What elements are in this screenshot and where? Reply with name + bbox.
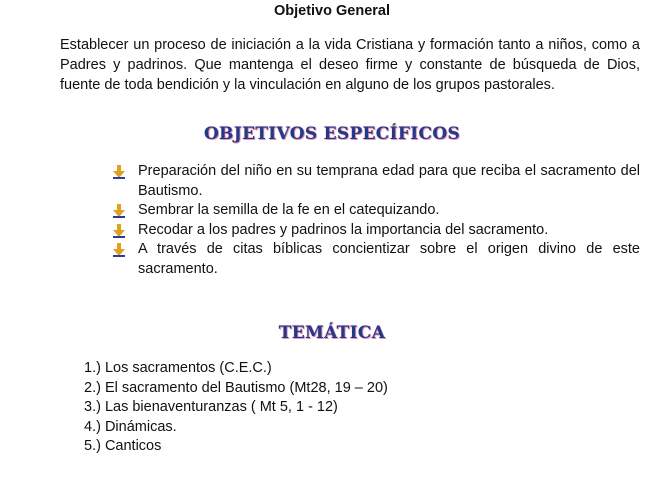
list-item: 5.) Canticos xyxy=(84,438,162,454)
list-item xyxy=(112,240,640,279)
list-item xyxy=(112,221,640,241)
list-item: 2.) El sacramento del Bautismo (Mt28, 19 – 20) xyxy=(84,379,388,396)
tematica-list xyxy=(84,359,388,457)
objetivos-list xyxy=(112,162,640,279)
objetivo-text: Recodar a los padres y padrinos la importancia del sacramento. xyxy=(138,221,549,238)
intro-paragraph: Establecer un proceso de iniciación a la vida Cristiana y formación tanto a niños, como a Padres y padrinos. Que mantenga el deseo firme y constante de búsqueda de Dios, fuente de toda bendición y la vinculación en alguno de los grupos pastorales. xyxy=(60,37,640,93)
objetivo-text: Preparación del niño en su temprana edad para que reciba el sacramento del Bautismo. xyxy=(138,163,640,199)
list-item xyxy=(112,201,640,221)
arrow-down-bullet-icon xyxy=(112,243,126,257)
arrow-down-bullet-icon xyxy=(112,165,126,179)
arrow-down-bullet-icon xyxy=(112,204,126,218)
objetivos-heading: OBJETIVOS ESPECÍFICOS xyxy=(203,124,461,144)
list-item: 3.) Las bienaventuranzas ( Mt 5, 1 - 12) xyxy=(84,399,338,415)
list-item: 4.) Dinámicas. xyxy=(84,418,177,435)
objetivo-text: Sembrar la semilla de la fe en el catequizando. xyxy=(138,202,440,218)
arrow-down-bullet-icon xyxy=(112,224,126,238)
tematica-heading: TEMÁTICA xyxy=(278,323,386,343)
list-item xyxy=(112,162,640,201)
objetivo-text: A través de citas bíblicas concientizar sobre el origen divino de este sacramento. xyxy=(138,241,640,277)
page-title: Objetivo General xyxy=(273,3,391,19)
list-item: 1.) Los sacramentos (C.E.C.) xyxy=(84,360,272,376)
